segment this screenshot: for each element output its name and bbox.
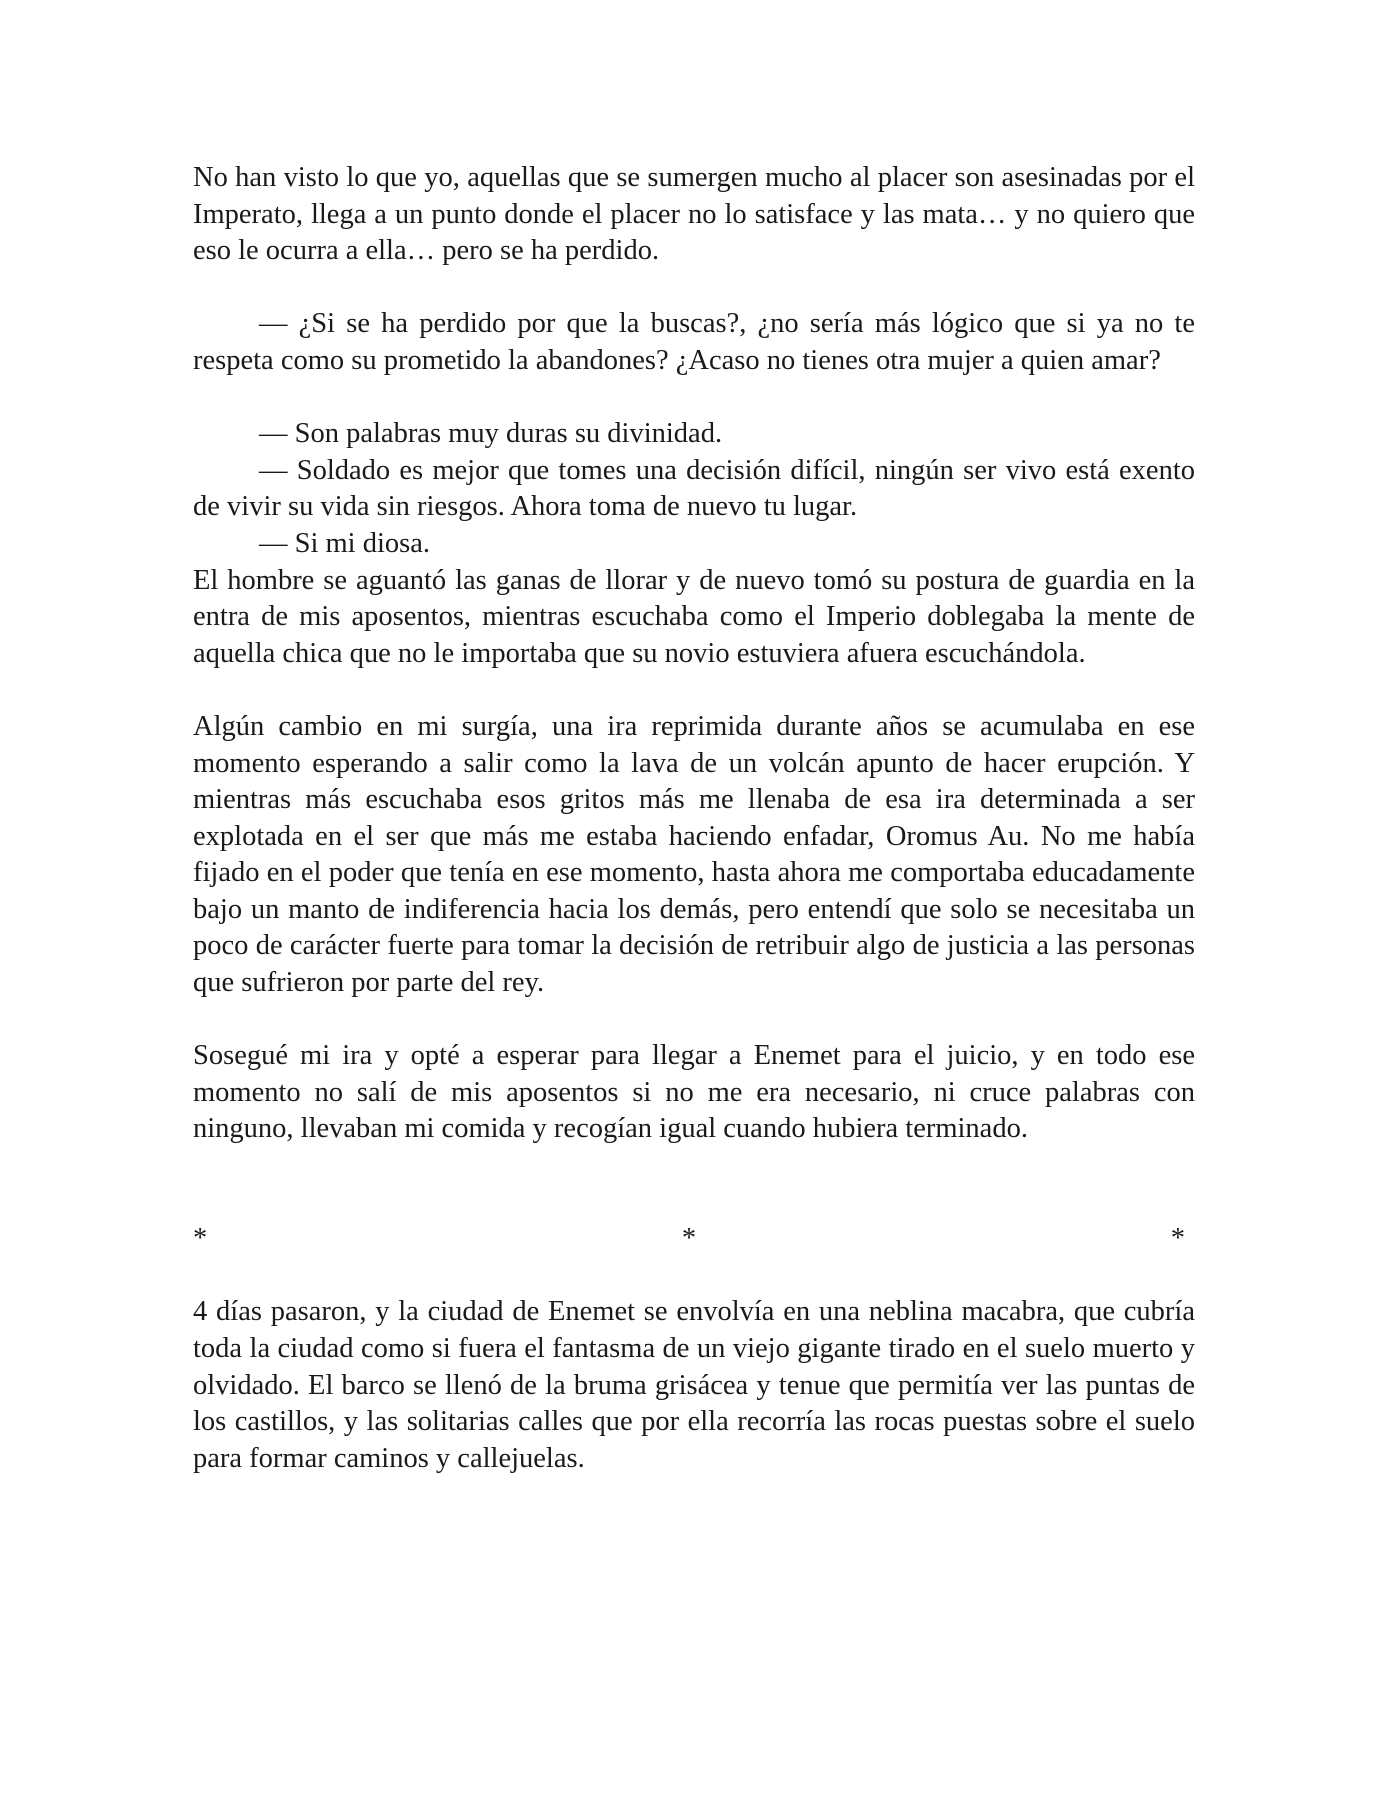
paragraph-gap [193,672,1195,709]
paragraph-gap [193,270,1195,307]
section-separator [193,1221,1195,1258]
paragraph-5: 4 días pasaron, y la ciudad de Enemet se envolvía en una neblina macabra, que cubría toda la ciudad como si fuera el fantasma de un viejo gigante tirado en el suelo muerto y olvidado. El barco se llenó de la bruma grisácea y tenue que permitía ver las puntas de los castillos, y las solitarias calles que por ella recorría las rocas puestas sobre el suelo para formar caminos y callejuelas. [193,1296,1195,1474]
dialogue-line-1: — ¿Si se ha perdido por que la buscas?, ¿no sería más lógico que si ya no te respeta como su prometido la abandones? ¿Acaso no tienes otra mujer a quien amar? [193,308,1195,376]
paragraph-4: Sosegué mi ira y opté a esperar para llegar a Enemet para el juicio, y en todo ese momento no salí de mis aposentos si no me era necesario, ni cruce palabras con ninguno, llevaban mi comida y recogían igual cuando hubiera terminado. [193,1040,1195,1145]
paragraph-1: No han visto lo que yo, aquellas que se sumergen mucho al placer son asesinadas por el Imperato, llega a un punto donde el placer no lo satisface y las mata… y no quiero que eso le ocurra a ella… pero se ha perdido. [193,162,1195,267]
body-text [193,160,1195,1477]
separator-star-right: * [1170,1223,1185,1255]
paragraph-gap [193,1258,1195,1295]
paragraph-gap [193,1002,1195,1039]
dialogue-line-4: — Si mi diosa. [259,527,431,559]
paragraph-gap [193,380,1195,417]
dialogue-line-3: — Soldado es mejor que tomes una decisión difícil, ningún ser vivo está exento de vivir su vida sin riesgos. Ahora toma de nuevo tu lugar. [193,454,1195,523]
separator-star-left: * [193,1223,208,1255]
separator-star-center: * [681,1223,697,1255]
paragraph-gap [193,1148,1195,1185]
dialogue-line-2: — Son palabras muy duras su divinidad. [259,418,723,450]
paragraph-gap [193,1185,1195,1222]
paragraph-3: Algún cambio en mi surgía, una ira reprimida durante años se acumulaba en ese momento esperando a salir como la lava de un volcán apunto de hacer erupción. Y mientras más escuchaba esos gritos más me llenaba de esa ira determinada a ser explotada en el ser que más me estaba haciendo enfadar, Oromus Au. No me había fijado en el poder que tenía en ese momento, hasta ahora me comportaba educadamente bajo un manto de indiferencia hacia los demás, pero entendí que solo se necesitaba un poco de carácter fuerte para tomar la decisión de retribuir algo de justicia a las personas que sufrieron por parte del rey. [193,710,1195,999]
paragraph-2: El hombre se aguantó las ganas de llorar y de nuevo tomó su postura de guardia en la entra de mis aposentos, mientras escuchaba como el Imperio doblegaba la mente de aquella chica que no le importaba que su novio estuviera afuera escuchándola. [193,564,1195,669]
